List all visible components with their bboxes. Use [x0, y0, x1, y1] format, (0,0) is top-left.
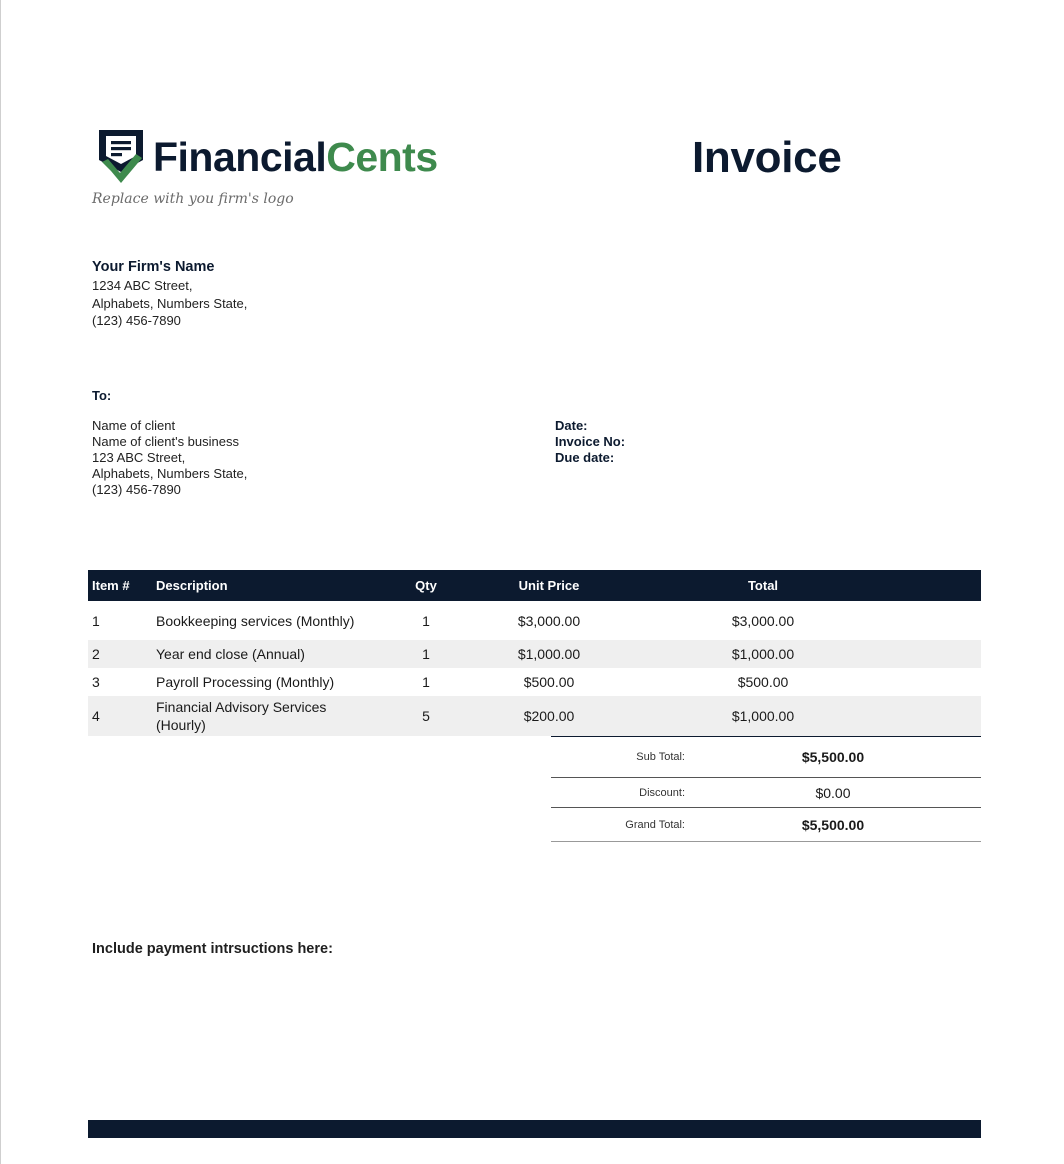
header-total: Total — [747, 578, 779, 593]
grand-total-row — [551, 808, 981, 842]
date-label: Date: — [555, 418, 588, 433]
row-description: Year end close (Annual) — [156, 646, 305, 662]
header-description: Description — [156, 577, 228, 593]
row-item: 3 — [92, 674, 100, 690]
row-unit-price: $3,000.00 — [517, 612, 581, 629]
totals-block — [551, 736, 981, 842]
subtotal-label: Sub Total: — [636, 751, 685, 763]
row-total: $3,000.00 — [731, 612, 795, 629]
grand-total-value: $5,500.00 — [801, 816, 865, 833]
to-label: To: — [92, 388, 112, 403]
row-description: Bookkeeping services (Monthly) — [156, 612, 355, 629]
table-row — [88, 696, 981, 736]
firm-name: Your Firm's Name — [92, 259, 215, 275]
firm-city: Alphabets, Numbers State, — [92, 295, 248, 311]
row-item: 2 — [92, 646, 100, 662]
firm-logo — [97, 128, 438, 186]
document-check-icon — [97, 128, 145, 186]
discount-value: $0.00 — [815, 784, 851, 801]
client-city: Alphabets, Numbers State, — [92, 466, 248, 481]
row-item: 1 — [92, 612, 100, 629]
row-qty: 5 — [422, 708, 430, 724]
table-header — [88, 570, 981, 601]
row-unit-price: $1,000.00 — [517, 646, 581, 662]
table-row — [88, 668, 981, 696]
header-item: Item # — [92, 578, 130, 593]
row-total: $500.00 — [737, 674, 789, 690]
client-street: 123 ABC Street, — [92, 450, 186, 465]
row-qty: 1 — [422, 646, 430, 662]
row-qty: 1 — [422, 612, 430, 629]
row-description: Financial Advisory Services (Hourly) — [156, 699, 327, 733]
grand-total-label: Grand Total: — [625, 818, 685, 831]
row-total: $1,000.00 — [731, 646, 795, 662]
discount-row — [551, 778, 981, 808]
row-unit-price: $200.00 — [523, 708, 575, 724]
discount-label: Discount: — [639, 786, 685, 799]
page-title: Invoice — [692, 133, 842, 182]
firm-street: 1234 ABC Street, — [92, 278, 193, 293]
brand-name: FinancialCents — [153, 133, 438, 180]
line-items-table — [88, 570, 981, 736]
row-description: Payroll Processing (Monthly) — [156, 674, 335, 690]
table-row — [88, 601, 981, 640]
row-item: 4 — [92, 708, 100, 724]
footer-bar — [88, 1120, 981, 1138]
client-phone: (123) 456-7890 — [92, 482, 181, 497]
subtotal-value: $5,500.00 — [801, 749, 865, 765]
firm-phone: (123) 456-7890 — [92, 313, 181, 328]
row-total: $1,000.00 — [731, 708, 795, 724]
client-name: Name of client — [92, 418, 176, 433]
firm-address-block — [92, 259, 247, 330]
subtotal-row — [551, 737, 981, 778]
row-qty: 1 — [422, 674, 430, 690]
logo-placeholder-note: Replace with you firm's logo — [92, 191, 294, 207]
payment-instructions: Include payment intrsuctions here: — [92, 941, 333, 957]
invoice-no-label: Invoice No: — [555, 434, 626, 449]
due-date-label: Due date: — [555, 450, 615, 465]
header-unit-price: Unit Price — [518, 578, 580, 593]
header-qty: Qty — [415, 578, 437, 593]
invoice-meta — [555, 418, 625, 466]
page-edge — [0, 0, 1, 1164]
row-unit-price: $500.00 — [523, 674, 575, 690]
client-address-block — [92, 418, 247, 498]
client-business: Name of client's business — [92, 434, 239, 449]
table-row — [88, 640, 981, 668]
